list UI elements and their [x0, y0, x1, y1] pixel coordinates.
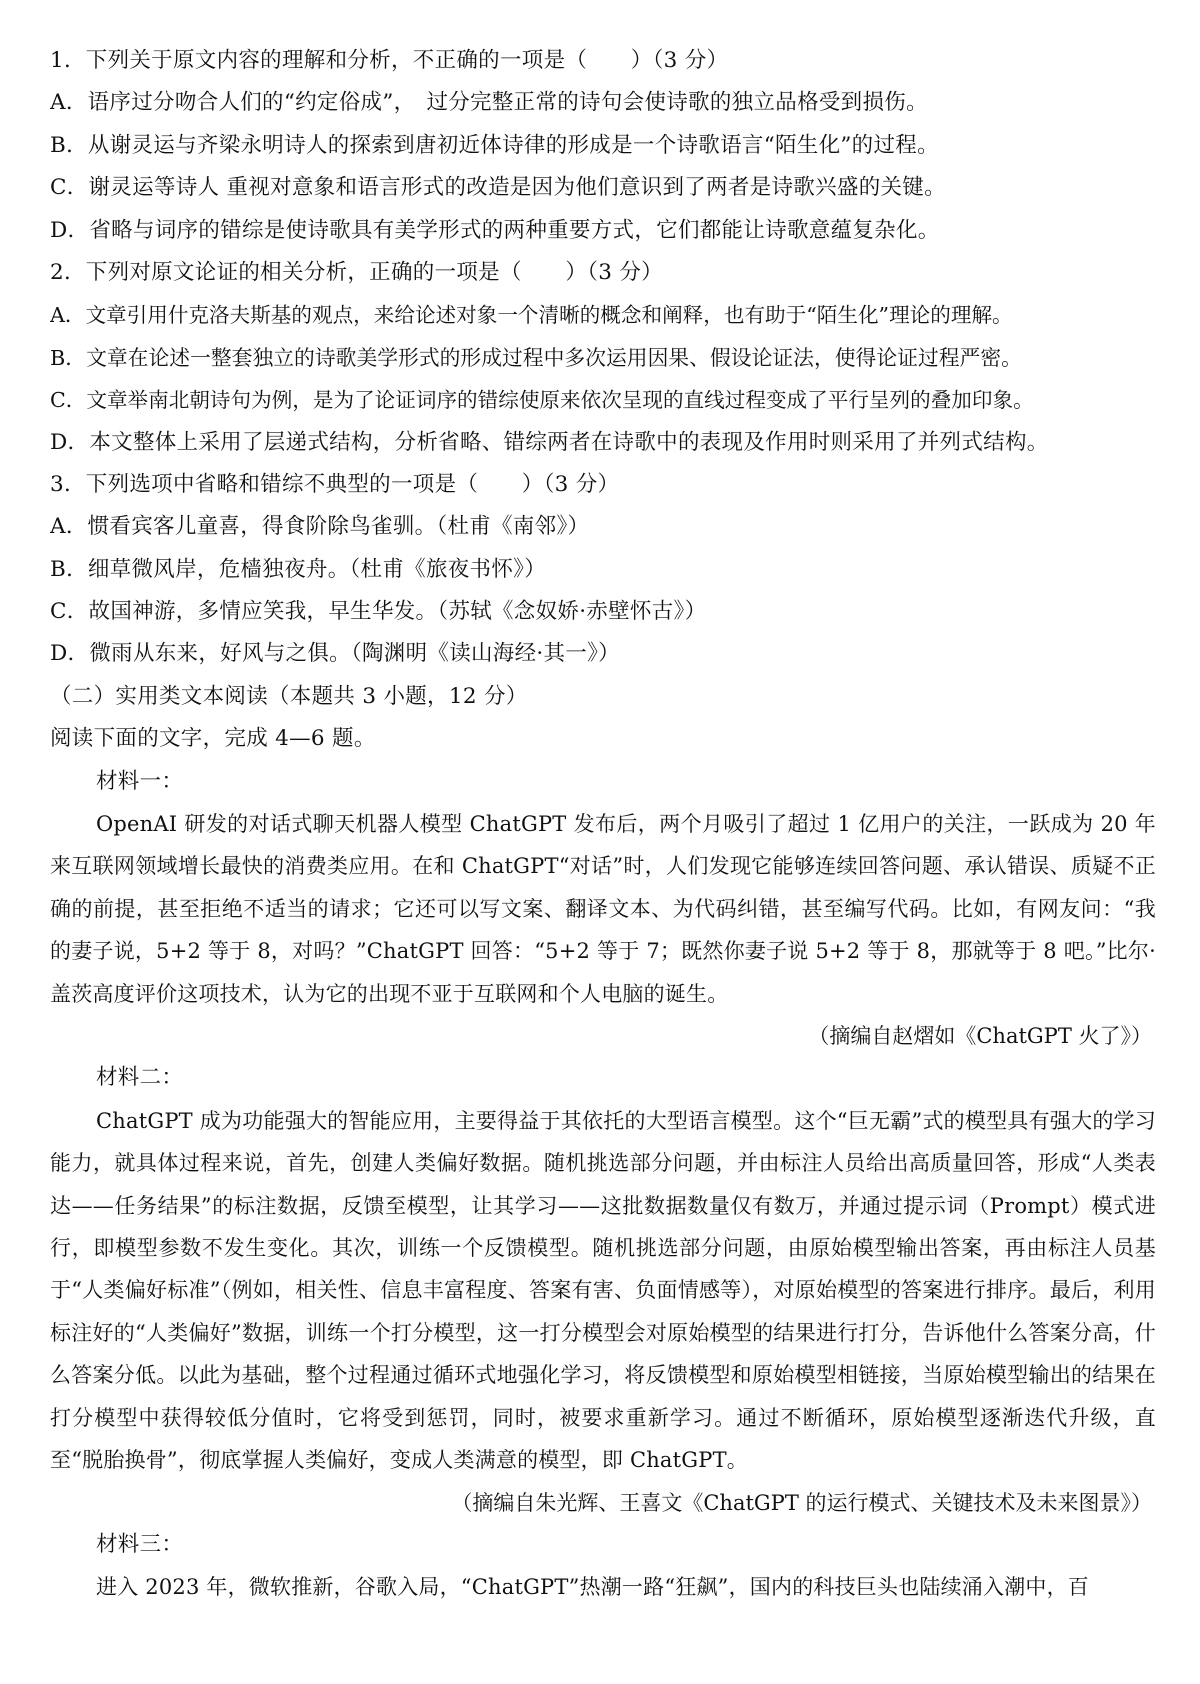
question-1-option-b: B．从谢灵运与齐梁永明诗人的探索到唐初近体诗律的形成是一个诗歌语言“陌生化”的过程。 [50, 132, 939, 158]
question-2-option-a: A．文章引用什克洛夫斯基的观点，来给论述对象一个清晰的概念和阐释，也有助于“陌生化”理论的理解。 [50, 303, 1013, 328]
question-3-stem: 3．下列选项中省略和错综不典型的一项是（ ）（3 分） [50, 471, 620, 497]
question-1-option-a: A．语序过分吻合人们的“约定俗成”， 过分完整正常的诗句会使诗歌的独立品格受到损伤。 [50, 90, 928, 116]
material-3-text: 进入 2023 年，微软推新，谷歌入局，“ChatGPT”热潮一路“狂飙”，国内的科技巨头也陆续涌入潮中，百 [96, 1575, 1089, 1600]
material-3 [50, 1524, 1156, 1609]
question-3-option-d: D．微雨从东来，好风与之俱。（陶渊明《读山海经·其一》） [50, 641, 620, 667]
question-1 [50, 40, 1156, 252]
material-1-source: （摘编自赵熠如《ChatGPT 火了》） [808, 1024, 1152, 1049]
question-2-stem: 2．下列对原文论证的相关分析，正确的一项是（ ）（3 分） [50, 259, 663, 285]
question-1-stem: 1．下列关于原文内容的理解和分析，不正确的一项是（ ）（3 分） [50, 48, 729, 73]
question-1-option-d: D．省略与词序的错综是使诗歌具有美学形式的两种重要方式，它们都能让诗歌意蕴复杂化。 [50, 217, 940, 243]
question-3 [50, 464, 1156, 676]
material-1-text: OpenAI 研发的对话式聊天机器人模型 ChatGPT 发布后，两个月吸引了超过 1 亿用户的关注，一跃成为 20 年来互联网领域增长最快的消费类应用。在和 ChatGPT“对话”时，人们发现它能够连续回答问题、承认错误、质疑不正确的前提，甚至拒绝不适当的请求；它还可以写文案、翻译文本、为代码纠错，甚至编写代码。比如，有网友问：“我的妻子说，5+2 等于 8，对吗？”ChatGPT 回答：“5+2 等于 7；既然你妻子说 5+2 等于 8，那就等于 8 吧。”比尔·盖茨高度评价这项技术，认为它的出现不亚于互联网和个人电脑的诞生。 [50, 812, 1156, 1006]
section-title: （二）实用类文本阅读（本题共 3 小题，12 分） [50, 683, 528, 709]
question-2-option-b: B．文章在论述一整套独立的诗歌美学形式的形成过程中多次运用因果、假设论证法，使得论证过程严密。 [50, 345, 1022, 370]
question-2 [50, 252, 1156, 464]
section-instruction: 阅读下面的文字，完成 4—6 题。 [50, 726, 376, 752]
material-3-label: 材料三： [96, 1531, 184, 1557]
question-1-option-c: C．谢灵运等诗人 重视对意象和语言形式的改造是因为他们意识到了两者是诗歌兴盛的关键。 [50, 175, 946, 201]
question-2-option-d: D．本文整体上采用了层递式结构，分析省略、错综两者在诗歌中的表现及作用时则采用了并列式结构。 [50, 429, 1049, 455]
material-1 [50, 761, 1156, 1058]
question-3-option-a: A．惯看宾客儿童喜，得食阶除鸟雀驯。（杜甫《南邻》） [50, 514, 590, 540]
material-2-label: 材料二： [96, 1065, 184, 1091]
material-2-source: （摘编自朱光辉、王喜文《ChatGPT 的运行模式、关键技术及未来图景》） [451, 1490, 1152, 1515]
question-2-option-c: C．文章举南北朝诗句为例，是为了论证词序的错综使原来依次呈现的直线过程变成了平行呈列的叠加印象。 [50, 388, 1034, 413]
material-1-label: 材料一： [96, 768, 184, 794]
question-3-option-c: C．故国神游，多情应笑我，早生华发。（苏轼《念奴娇·赤壁怀古》） [50, 599, 707, 625]
material-2-text: ChatGPT 成为功能强大的智能应用，主要得益于其依托的大型语言模型。这个“巨无霸”式的模型具有强大的学习能力，就具体过程来说，首先，创建人类偏好数据。随机挑选部分问题，并由标注人员给出高质量回答，形成“人类表达——任务结果”的标注数据，反馈至模型，让其学习——这批数据数量仅有数万，并通过提示词（Prompt）模式进行，即模型参数不发生变化。其次，训练一个反馈模型。随机挑选部分问题，由原始模型输出答案，再由标注人员基于“人类偏好标准”（例如，相关性、信息丰富程度、答案有害、负面情感等），对原始模型的答案进行排序。最后，利用标注好的“人类偏好”数据，训练一个打分模型，这一打分模型会对原始模型的结果进行打分，告诉他什么答案分高，什么答案分低。以此为基础，整个过程通过循环式地强化学习，将反馈模型和原始模型相链接，当原始模型输出的结果在打分模型中获得较低分值时，它将受到惩罚，同时，被要求重新学习。通过不断循环，原始模型逐渐迭代升级，直至“脱胎换骨”，彻底掌握人类偏好，变成人类满意的模型，即 ChatGPT。 [50, 1108, 1156, 1473]
question-3-option-b: B．细草微风岸，危樯独夜舟。（杜甫《旅夜书怀》） [50, 556, 547, 582]
material-2 [50, 1057, 1156, 1523]
